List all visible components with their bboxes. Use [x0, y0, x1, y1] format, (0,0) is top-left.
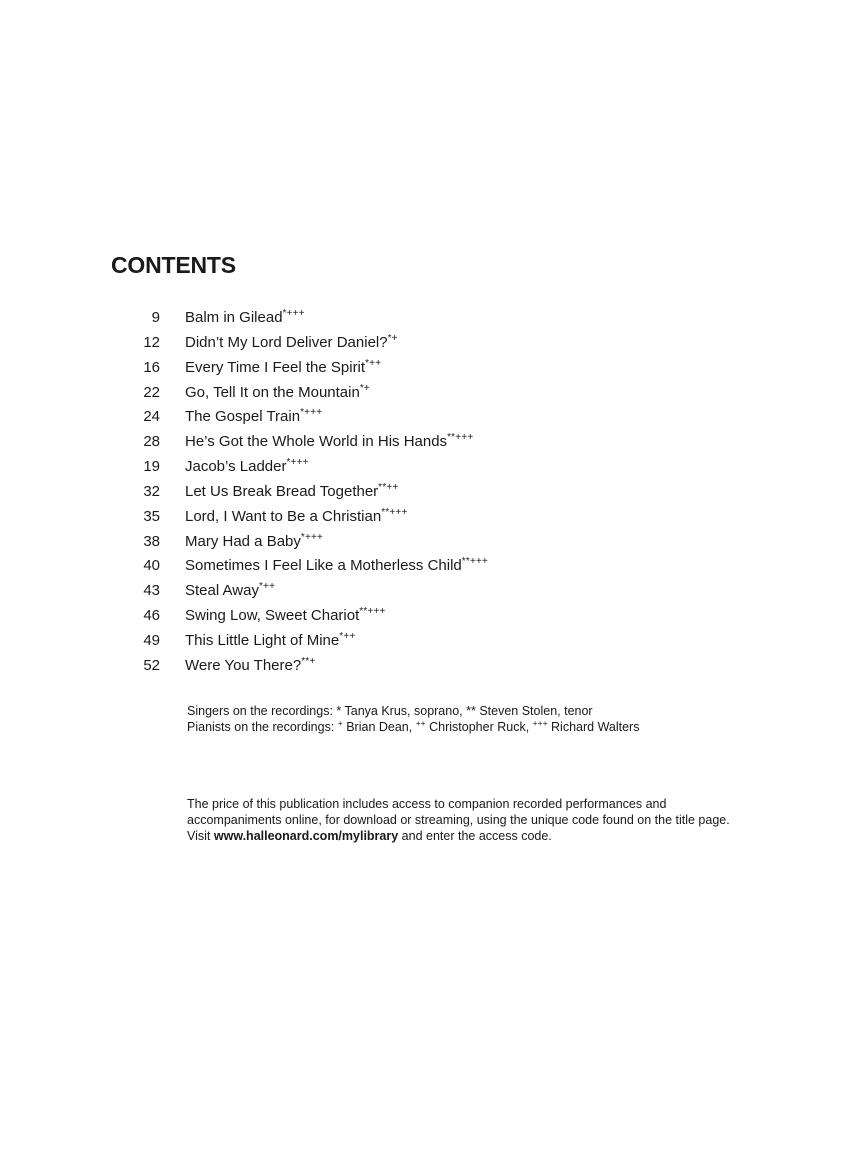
entry-page-number: 16 [143, 358, 160, 376]
entry-title-text: Steal Away [185, 582, 259, 600]
contents-entry [111, 654, 771, 679]
entry-title-text: This Little Light of Mine [185, 631, 340, 649]
entry-page-number: 38 [143, 532, 160, 550]
contents-entry [111, 381, 771, 406]
entry-page-number: 46 [143, 607, 160, 625]
contents-entry [111, 554, 771, 579]
entry-recording-marks: *+ [387, 332, 398, 344]
entry-page-number: 35 [143, 507, 160, 525]
entry-recording-marks: *++ [365, 357, 382, 369]
access-line: accompaniments online, for download or streaming, using the unique code found on the title page. [187, 813, 730, 827]
pianist-mark: ++ [415, 718, 426, 728]
entry-recording-marks: *+++ [300, 407, 323, 419]
entry-page-number: 52 [143, 656, 160, 674]
entry-recording-marks: *+ [359, 382, 370, 394]
entry-recording-marks: *++ [339, 630, 356, 642]
entry-title [185, 654, 315, 681]
entry-page-number: 9 [151, 309, 160, 326]
entry-title-text: Jacob’s Ladder [185, 458, 287, 476]
entry-recording-marks: **+++ [447, 432, 474, 444]
entry-page-number: 49 [143, 631, 160, 649]
entry-page-number: 43 [143, 582, 160, 600]
entry-title-text: Mary Had a Baby [185, 532, 301, 550]
entry-recording-marks: *+++ [300, 531, 324, 543]
entry-page-number: 40 [143, 557, 160, 575]
singer-mark: ** [466, 704, 476, 718]
singers-note [187, 703, 787, 719]
contents-entry [111, 604, 771, 629]
entry-title-text: Go, Tell It on the Mountain [185, 383, 360, 401]
singer-name: Tanya Krus, soprano, [341, 704, 467, 718]
pianist-name: Christopher Ruck, [425, 720, 533, 734]
entry-page-number: 19 [143, 458, 160, 476]
pianist-mark: +++ [532, 718, 548, 728]
entry-title [185, 430, 473, 457]
access-visit-text: Visit [187, 829, 214, 843]
entry-title [185, 356, 381, 383]
access-line: The price of this publication includes access to companion recorded performances and [187, 797, 667, 811]
pianist-mark: + [337, 718, 343, 728]
contents-entry [111, 430, 771, 455]
contents-entry [111, 579, 771, 604]
recording-notes [187, 703, 787, 736]
entry-recording-marks: **++ [378, 481, 399, 493]
entry-recording-marks: **+++ [359, 606, 386, 618]
entry-recording-marks: *++ [258, 581, 276, 593]
entry-title [185, 405, 322, 432]
entry-title [185, 331, 398, 358]
entry-page-number: 24 [143, 408, 160, 426]
entry-title [185, 505, 408, 532]
entry-title [185, 579, 275, 606]
contents-entry [111, 629, 771, 654]
singer-name: Steven Stolen, tenor [475, 704, 593, 718]
access-note [187, 796, 807, 844]
entry-title-text: Swing Low, Sweet Chariot [185, 607, 360, 625]
entry-recording-marks: **+++ [381, 506, 408, 518]
entry-title [185, 604, 386, 631]
entry-title-text: The Gospel Train [185, 408, 301, 426]
contents-list [111, 306, 771, 679]
entry-title [185, 554, 488, 581]
entry-title-text: Let Us Break Bread Together [185, 482, 379, 500]
entry-title-text: Balm in Gilead [185, 309, 283, 326]
entry-title-text: He’s Got the Whole World in His Hands [185, 433, 448, 451]
entry-title [185, 381, 370, 408]
entry-recording-marks: **+ [301, 655, 316, 667]
entry-title [185, 306, 305, 333]
contents-entry [111, 530, 771, 555]
contents-entry [111, 356, 771, 381]
contents-entry [111, 405, 771, 430]
entry-title [185, 480, 398, 507]
entry-recording-marks: **+++ [461, 556, 489, 568]
contents-entry [111, 306, 771, 331]
entry-title-text: Didn’t My Lord Deliver Daniel? [185, 333, 388, 351]
contents-entry [111, 455, 771, 480]
entry-title-text: Were You There? [185, 656, 302, 674]
pianists-note [187, 719, 787, 736]
access-suffix-text: and enter the access code. [398, 829, 552, 843]
entry-recording-marks: *+++ [282, 308, 305, 319]
contents-entry [111, 480, 771, 505]
entry-recording-marks: *+++ [286, 457, 309, 469]
pianists-label: Pianists on the recordings: [187, 720, 338, 734]
entry-title-text: Sometimes I Feel Like a Motherless Child [185, 557, 462, 575]
entry-title-text: Every Time I Feel the Spirit [185, 358, 366, 376]
page-title: CONTENTS [111, 252, 236, 278]
contents-entry [111, 331, 771, 356]
singers-label: Singers on the recordings: [187, 704, 337, 718]
pianist-name: Brian Dean, [342, 720, 416, 734]
entry-page-number: 12 [143, 333, 160, 351]
entry-page-number: 28 [143, 433, 160, 451]
entry-page-number: 32 [143, 482, 160, 500]
entry-title-text: Lord, I Want to Be a Christian [185, 507, 382, 525]
entry-page-number: 22 [143, 383, 160, 401]
entry-title [185, 629, 355, 656]
entry-title [185, 530, 323, 557]
entry-title [185, 455, 309, 482]
access-line [187, 828, 807, 844]
library-url: www.halleonard.com/mylibrary [213, 829, 399, 843]
singer-mark: * [336, 704, 342, 718]
pianist-name: Richard Walters [547, 720, 640, 734]
contents-entry [111, 505, 771, 530]
